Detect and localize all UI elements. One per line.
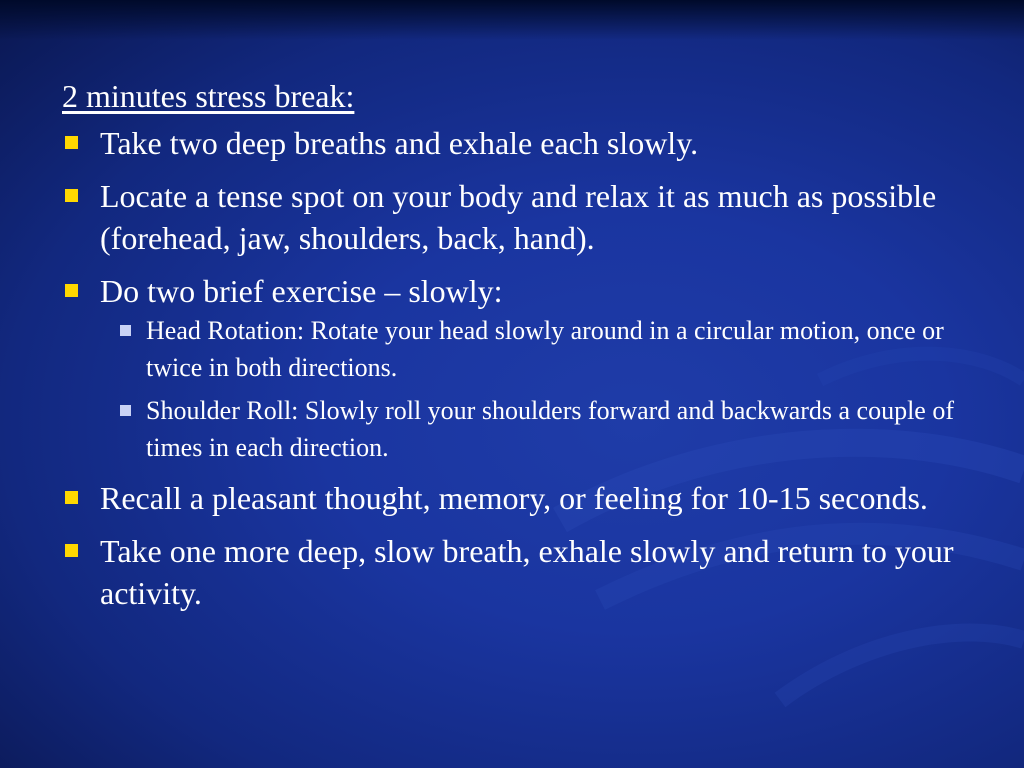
square-bullet-icon (65, 189, 78, 202)
bullet-text: Locate a tense spot on your body and relax it as much as possible (forehead, jaw, shoulders, back, hand). (100, 178, 937, 256)
bullet-text: Recall a pleasant thought, memory, or feeling for 10-15 seconds. (100, 480, 928, 516)
small-square-bullet-icon (120, 325, 131, 336)
bullet-item (62, 122, 962, 164)
bullet-text: Do two brief exercise – slowly: (100, 273, 503, 309)
sub-bullet-text: Shoulder Roll: Slowly roll your shoulders forward and backwards a couple of times in each direction. (146, 396, 955, 462)
square-bullet-icon (65, 136, 78, 149)
sub-bullet-item (100, 312, 962, 386)
sub-bullet-text: Head Rotation: Rotate your head slowly around in a circular motion, once or twice in both directions. (146, 316, 944, 382)
slide-content (62, 74, 962, 625)
sub-bullet-list (100, 312, 962, 466)
sub-bullet-item (100, 392, 962, 466)
square-bullet-icon (65, 284, 78, 297)
small-square-bullet-icon (120, 405, 131, 416)
bullet-item (62, 270, 962, 466)
bullet-item (62, 530, 962, 614)
slide-heading: 2 minutes stress break: (62, 78, 355, 114)
bullet-list (62, 122, 962, 614)
square-bullet-icon (65, 491, 78, 504)
bullet-text: Take one more deep, slow breath, exhale slowly and return to your activity. (100, 533, 954, 611)
bullet-text: Take two deep breaths and exhale each slowly. (100, 125, 699, 161)
bullet-item (62, 477, 962, 519)
bullet-item (62, 175, 962, 259)
square-bullet-icon (65, 544, 78, 557)
